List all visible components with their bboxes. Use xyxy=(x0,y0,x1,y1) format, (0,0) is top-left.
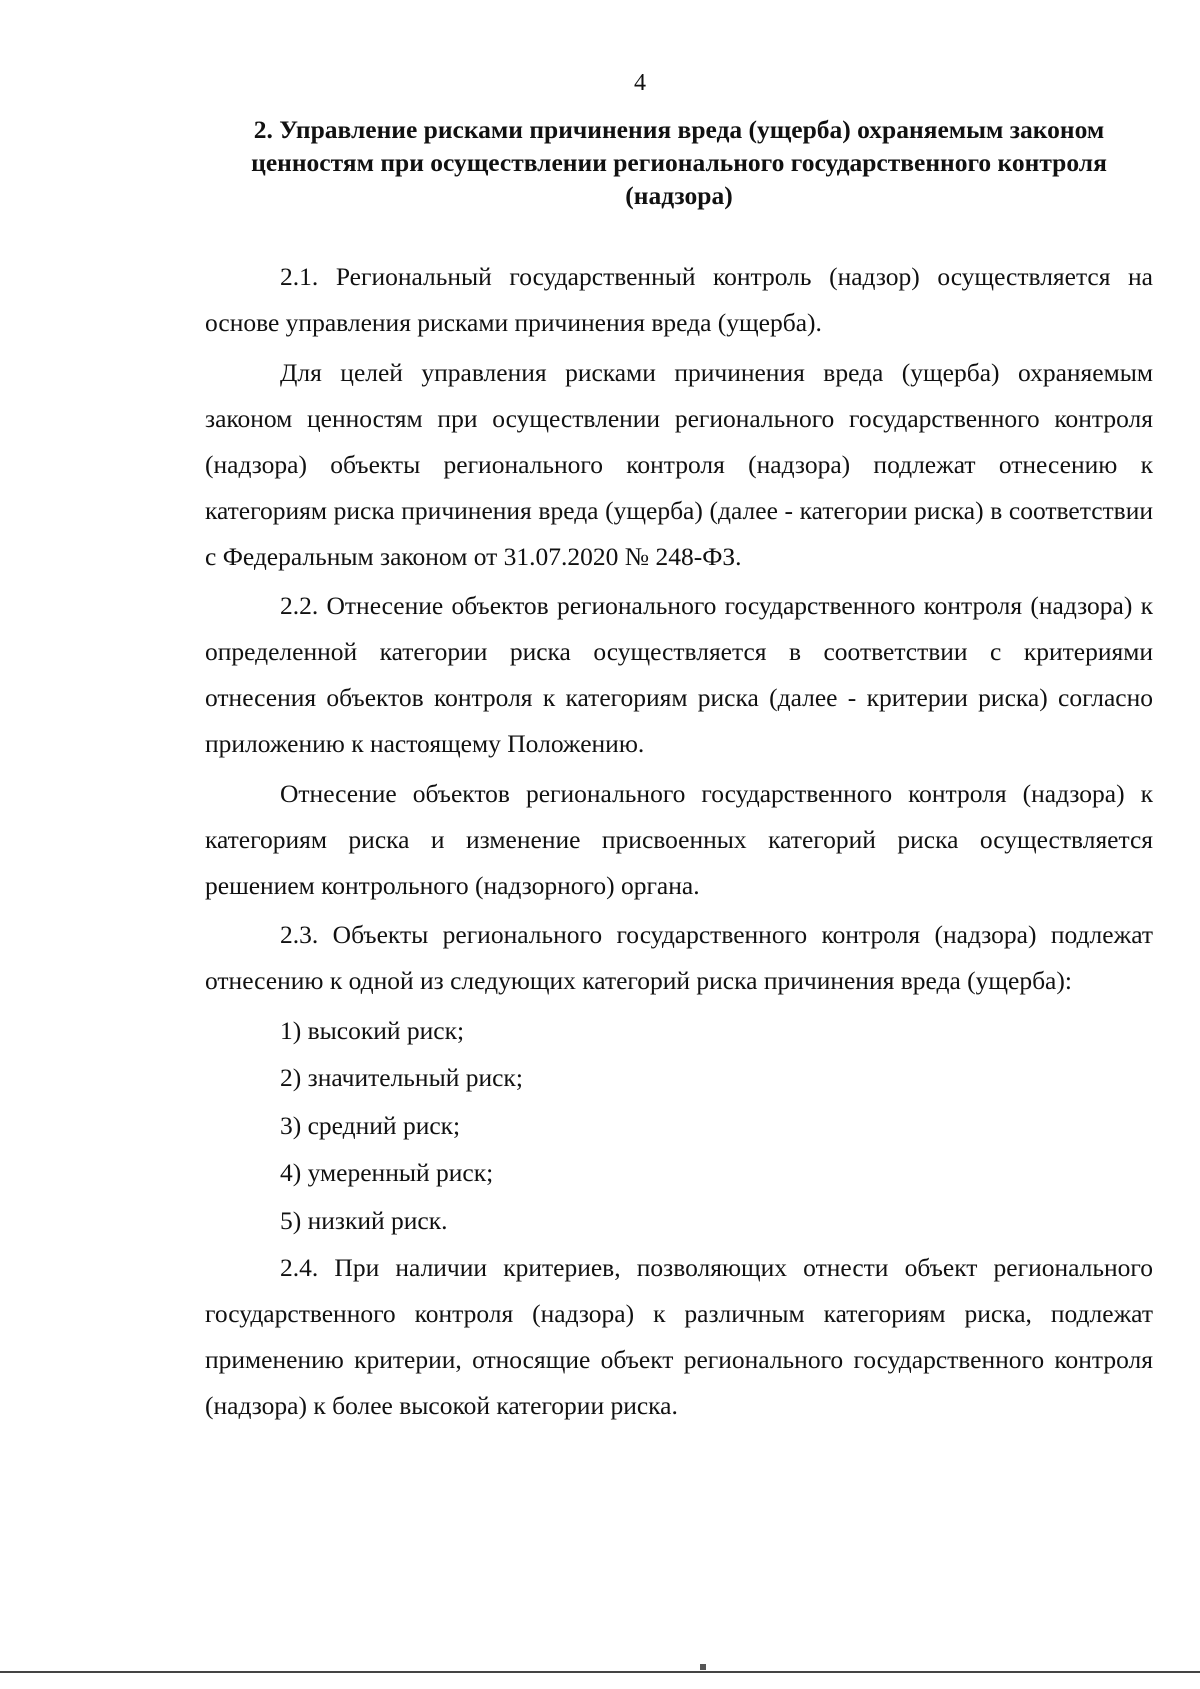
list-item-risk-medium: 3) средний риск; xyxy=(280,1110,461,1140)
section-heading: 2. Управление рисками причинения вреда (ущерба) охраняемым законом ценностям при осуществлении регионального государственного контроля (надзора) xyxy=(251,115,1107,210)
list-item-risk-high: 1) высокий риск; xyxy=(280,1015,465,1045)
list-item-risk-low: 5) низкий риск. xyxy=(280,1205,448,1235)
paragraph-2-4: 2.4. При наличии критериев, позволяющих отнести объект регионального государственного контроля (надзора) к различным категориям риска, подлежат применению критерии, относящие объект регионального государственного контроля (надзора) к более высокой категории риска. xyxy=(205,1253,1153,1420)
section-body xyxy=(205,254,1153,1433)
paragraph-risk-management-purpose: Для целей управления рисками причинения вреда (ущерба) охраняемым законом ценностям при осуществлении регионального государственного контроля (надзора) объекты регионального контроля (надзора) подлежат отнесению к категориям риска причинения вреда (ущерба) (далее - категории риска) в соответствии с Федеральным законом от 31.07.2020 № 248-ФЗ. xyxy=(205,357,1153,571)
paragraph-2-2: 2.2. Отнесение объектов регионального государственного контроля (надзора) к определенной категории риска осуществляется в соответствии с критериями отнесения объектов контроля к категориям риска (далее - критерии риска) согласно приложению к настоящему Положению. xyxy=(205,591,1153,758)
paragraph-category-assignment: Отнесение объектов регионального государственного контроля (надзора) к категориям риска и изменение присвоенных категорий риска осуществляется решением контрольного (надзорного) органа. xyxy=(205,778,1153,900)
paragraph-2-1: 2.1. Региональный государственный контроль (надзор) осуществляется на основе управления рисками причинения вреда (ущерба). xyxy=(205,262,1153,337)
list-item-risk-moderate: 4) умеренный риск; xyxy=(280,1158,494,1187)
page-number: 4 xyxy=(634,70,646,96)
scan-bottom-edge-line xyxy=(0,1671,1200,1673)
list-item-risk-significant: 2) значительный риск; xyxy=(280,1063,523,1092)
scan-mark xyxy=(700,1664,706,1670)
paragraph-2-3: 2.3. Объекты регионального государственного контроля (надзора) подлежат отнесению к одной из следующих категорий риска причинения вреда (ущерба): xyxy=(205,920,1153,995)
